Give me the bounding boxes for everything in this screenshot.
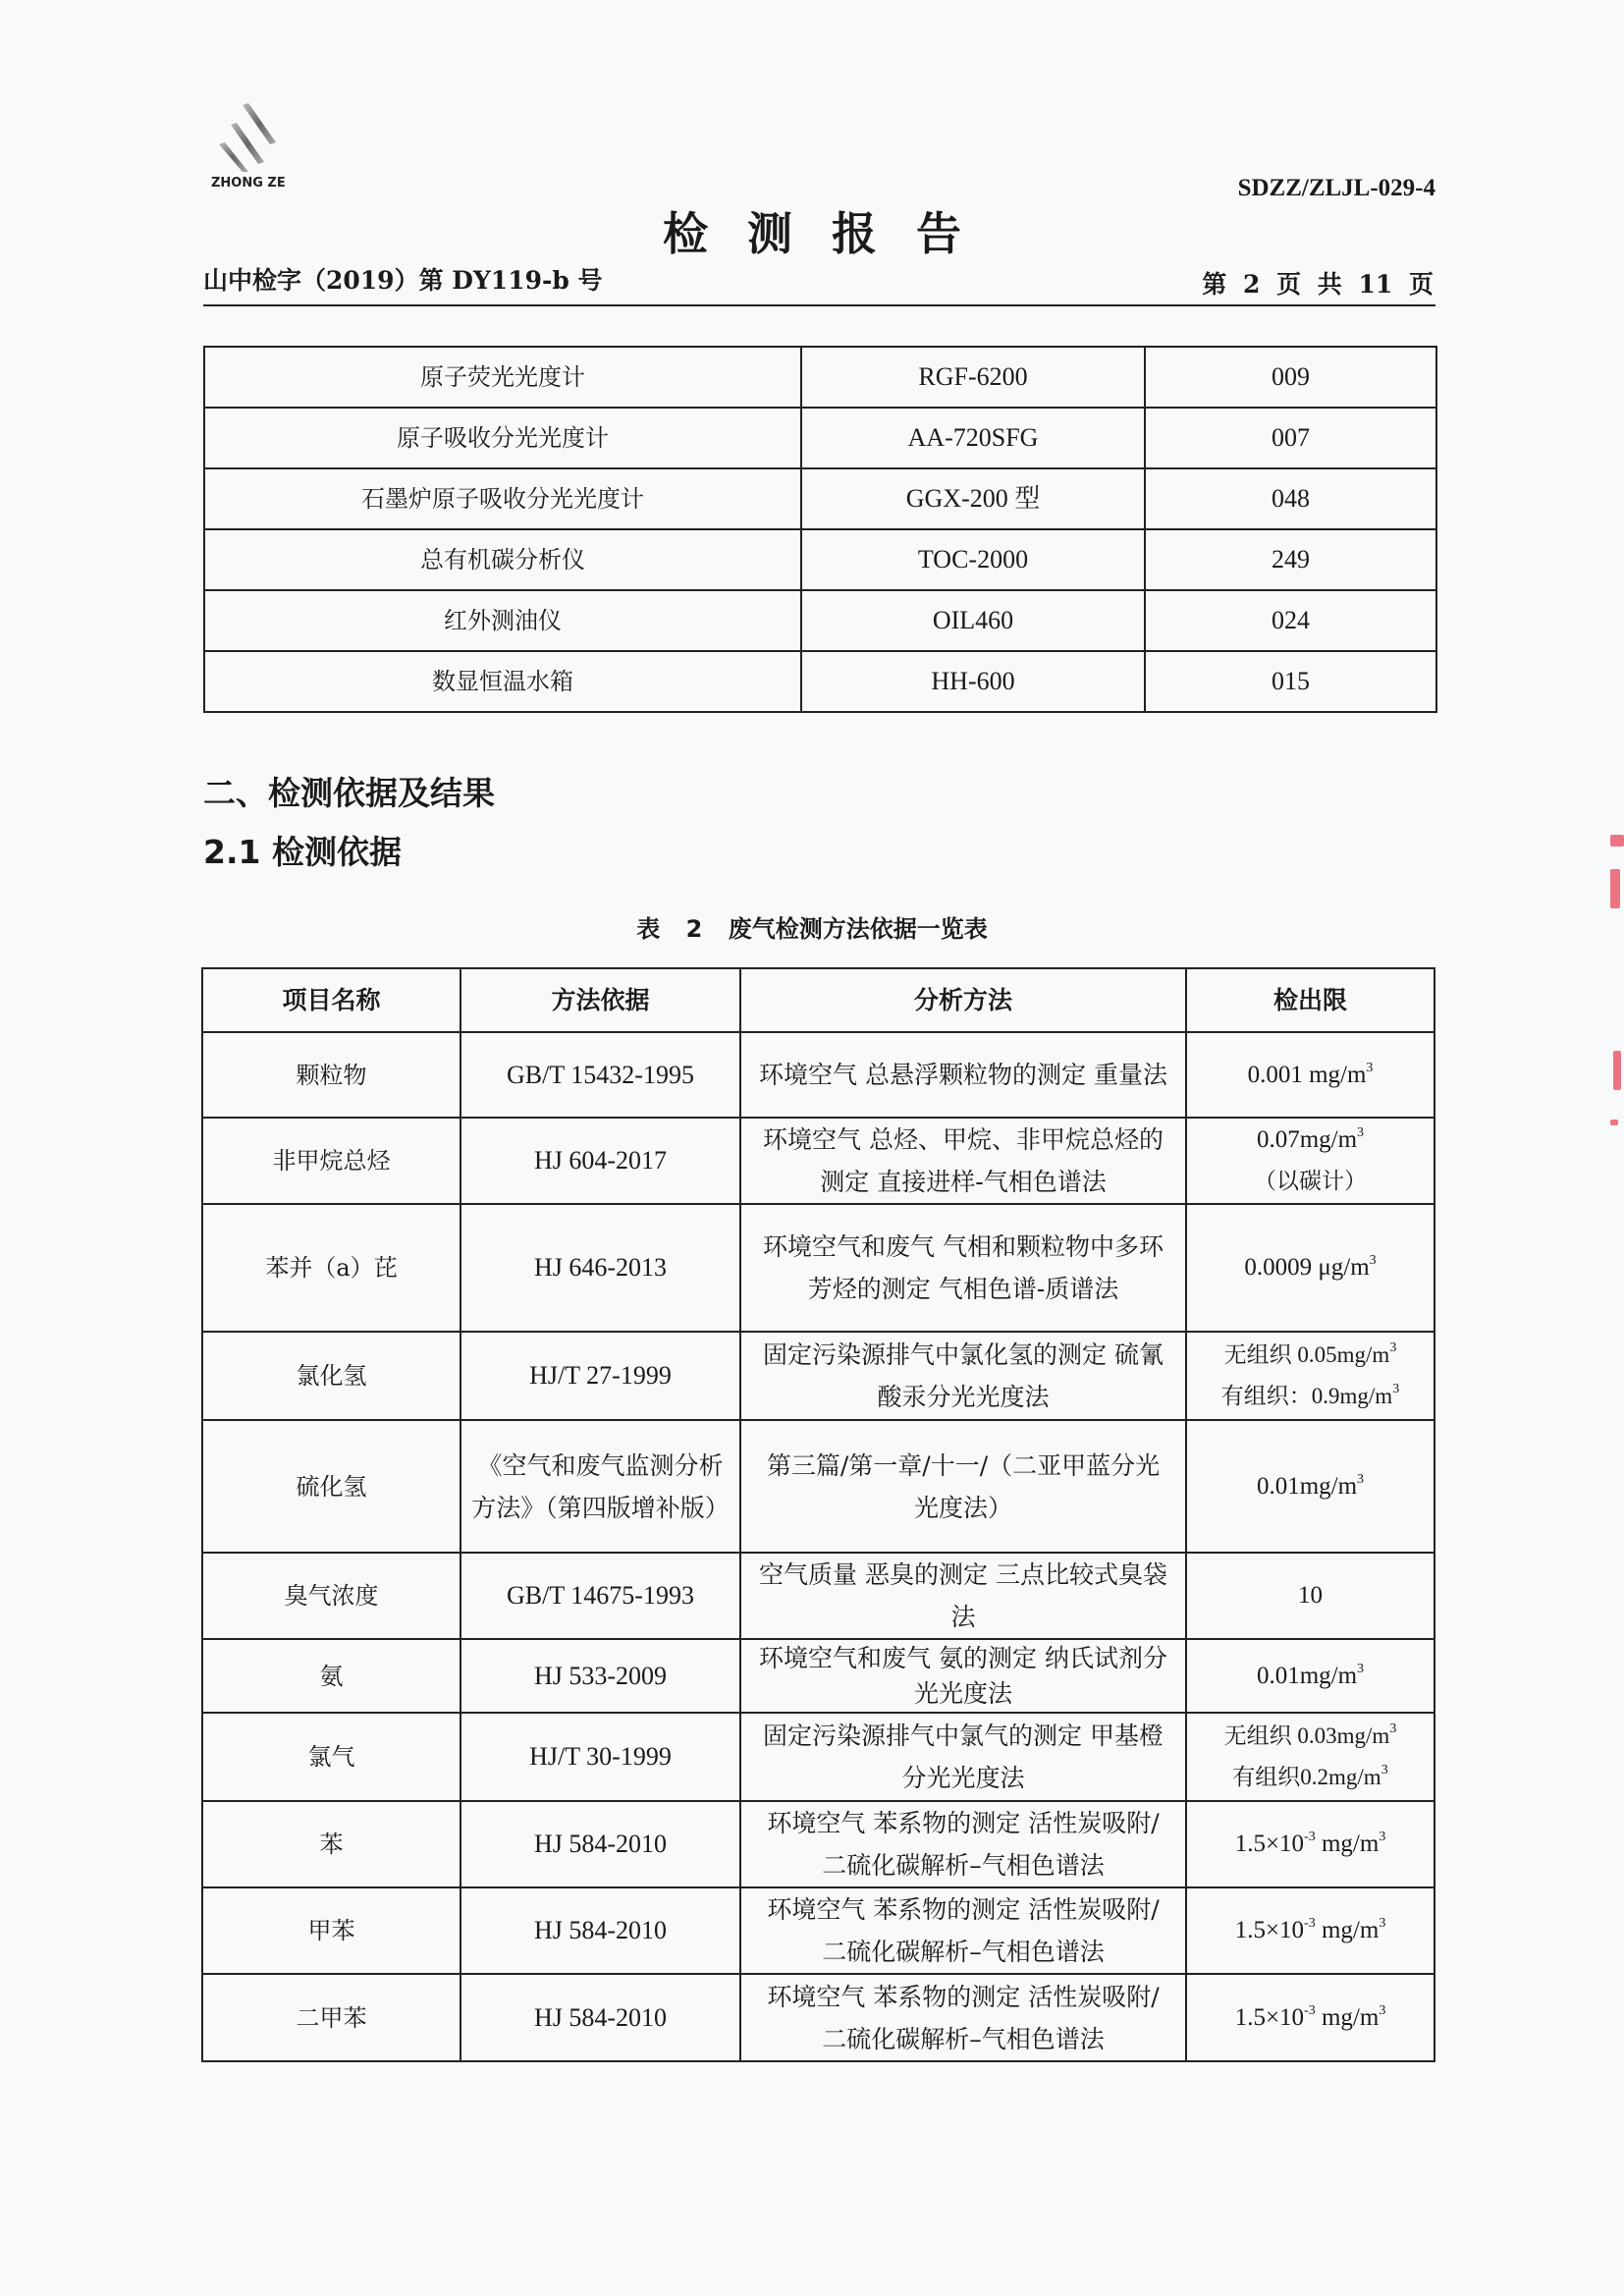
instrument-id: 009 xyxy=(1145,347,1436,408)
instrument-model: RGF-6200 xyxy=(801,347,1145,408)
instrument-name: 数显恒温水箱 xyxy=(204,651,801,712)
method-basis: HJ 584-2010 xyxy=(460,1974,740,2061)
analysis-method: 第三篇/第一章/十一/（二亚甲蓝分光光度法） xyxy=(740,1420,1186,1553)
table-row xyxy=(204,408,1436,468)
instrument-id: 007 xyxy=(1145,408,1436,468)
table-row xyxy=(202,1801,1435,1887)
item-name: 苯并（a）芘 xyxy=(202,1204,460,1332)
table-row xyxy=(202,1887,1435,1974)
item-name: 臭气浓度 xyxy=(202,1553,460,1639)
item-name: 氯气 xyxy=(202,1713,460,1801)
instrument-table xyxy=(203,346,1437,713)
item-name: 非甲烷总烃 xyxy=(202,1118,460,1204)
company-logo xyxy=(201,103,290,196)
analysis-method: 环境空气 苯系物的测定 活性炭吸附/二硫化碳解析–气相色谱法 xyxy=(740,1801,1186,1887)
instrument-name: 原子吸收分光光度计 xyxy=(204,408,801,468)
detection-limit: 无组织 $0.03mg/m^3$ 有组织$0.2mg/m^3$ xyxy=(1186,1713,1435,1801)
method-basis: HJ 584-2010 xyxy=(460,1801,740,1887)
seal-mark xyxy=(1610,835,1624,847)
item-name: 颗粒物 xyxy=(202,1032,460,1118)
instrument-model: TOC-2000 xyxy=(801,529,1145,590)
page-number: 第 2 页 共 11 页 xyxy=(1202,270,1434,299)
subsection-heading: 2.1 检测依据 xyxy=(203,833,402,871)
detection-limit: $1.5\times 10^{-3}$ $mg/m^3$ xyxy=(1186,1801,1435,1887)
instrument-name: 总有机碳分析仪 xyxy=(204,529,801,590)
analysis-method: 固定污染源排气中氯化氢的测定 硫氰酸汞分光光度法 xyxy=(740,1332,1186,1420)
analysis-method: 环境空气 苯系物的测定 活性炭吸附/二硫化碳解析–气相色谱法 xyxy=(740,1887,1186,1974)
header-divider xyxy=(203,304,1435,306)
instrument-id: 048 xyxy=(1145,468,1436,529)
instrument-model: AA-720SFG xyxy=(801,408,1145,468)
table-row xyxy=(202,1420,1435,1553)
analysis-method: 环境空气和废气 氨的测定 纳氏试剂分光光度法 xyxy=(740,1639,1186,1713)
red-seal-fragment xyxy=(1598,825,1624,1149)
detection-limit: $1.5\times 10^{-3}$ $mg/m^3$ xyxy=(1186,1974,1435,2061)
column-header: 项目名称 xyxy=(202,968,460,1032)
method-basis: HJ 646-2013 xyxy=(460,1204,740,1332)
document-code: SDZZ/ZLJL-029-4 xyxy=(1237,175,1435,201)
instrument-id: 015 xyxy=(1145,651,1436,712)
method-basis: HJ 604-2017 xyxy=(460,1118,740,1204)
table-row xyxy=(204,347,1436,408)
table-row xyxy=(204,651,1436,712)
analysis-method: 固定污染源排气中氯气的测定 甲基橙分光光度法 xyxy=(740,1713,1186,1801)
table-row xyxy=(202,1118,1435,1204)
item-name: 二甲苯 xyxy=(202,1974,460,2061)
exhaust-gas-method-table xyxy=(201,967,1435,2062)
item-name: 氨 xyxy=(202,1639,460,1713)
method-basis: 《空气和废气监测分析方法》（第四版增补版） xyxy=(460,1420,740,1553)
analysis-method: 环境空气 苯系物的测定 活性炭吸附/二硫化碳解析–气相色谱法 xyxy=(740,1974,1186,2061)
column-header: 分析方法 xyxy=(740,968,1186,1032)
method-basis: HJ/T 30-1999 xyxy=(460,1713,740,1801)
instrument-name: 红外测油仪 xyxy=(204,590,801,651)
table-row xyxy=(202,1332,1435,1420)
seal-mark xyxy=(1613,1051,1621,1090)
column-header: 检出限 xyxy=(1186,968,1435,1032)
item-name: 苯 xyxy=(202,1801,460,1887)
detection-limit: 10 xyxy=(1186,1553,1435,1639)
logo-text: ZHONG ZE xyxy=(211,176,286,191)
detection-limit: $0.07mg/m^3$ （以碳计） xyxy=(1186,1118,1435,1204)
seal-mark xyxy=(1610,1120,1618,1125)
seal-mark xyxy=(1610,869,1620,908)
table-row xyxy=(202,1553,1435,1639)
detection-limit: 0.0009 $\mu g/m^3$ xyxy=(1186,1204,1435,1332)
method-basis: HJ/T 27-1999 xyxy=(460,1332,740,1420)
table-row xyxy=(204,468,1436,529)
instrument-model: OIL460 xyxy=(801,590,1145,651)
table-row xyxy=(202,1974,1435,2061)
table-row xyxy=(202,1713,1435,1801)
detection-limit: $0.01mg/m^3$ xyxy=(1186,1420,1435,1553)
instrument-name: 原子荧光光度计 xyxy=(204,347,801,408)
detection-limit: $1.5\times 10^{-3}$ $mg/m^3$ xyxy=(1186,1887,1435,1974)
table-row xyxy=(202,1204,1435,1332)
instrument-id: 249 xyxy=(1145,529,1436,590)
table-header-row xyxy=(202,968,1435,1032)
page-title: 检测报告 xyxy=(663,207,1001,260)
item-name: 氯化氢 xyxy=(202,1332,460,1420)
method-basis: HJ 584-2010 xyxy=(460,1887,740,1974)
column-header: 方法依据 xyxy=(460,968,740,1032)
detection-limit: 无组织 $0.05mg/m^3$ 有组织：$0.9mg/m^3$ xyxy=(1186,1332,1435,1420)
instrument-model: HH-600 xyxy=(801,651,1145,712)
analysis-method: 环境空气 总烃、甲烷、非甲烷总烃的测定 直接进样-气相色谱法 xyxy=(740,1118,1186,1204)
report-number: 山中检字（2019）第 DY119-b 号 xyxy=(203,266,603,295)
section-heading: 二、检测依据及结果 xyxy=(203,774,495,812)
item-name: 甲苯 xyxy=(202,1887,460,1974)
method-basis: HJ 533-2009 xyxy=(460,1639,740,1713)
analysis-method: 环境空气和废气 气相和颗粒物中多环芳烃的测定 气相色谱-质谱法 xyxy=(740,1204,1186,1332)
instrument-id: 024 xyxy=(1145,590,1436,651)
instrument-name: 石墨炉原子吸收分光光度计 xyxy=(204,468,801,529)
table-caption: 表 2 废气检测方法依据一览表 xyxy=(636,915,988,943)
instrument-model: GGX-200 型 xyxy=(801,468,1145,529)
method-basis: GB/T 15432-1995 xyxy=(460,1032,740,1118)
table-row xyxy=(204,529,1436,590)
analysis-method: 环境空气 总悬浮颗粒物的测定 重量法 xyxy=(740,1032,1186,1118)
zhongze-logo-icon xyxy=(215,103,284,172)
detection-limit: $0.01mg/m^3$ xyxy=(1186,1639,1435,1713)
method-basis: GB/T 14675-1993 xyxy=(460,1553,740,1639)
table-row xyxy=(202,1032,1435,1118)
detection-limit: 0.001 $mg/m^3$ xyxy=(1186,1032,1435,1118)
table-row xyxy=(204,590,1436,651)
table-row xyxy=(202,1639,1435,1713)
analysis-method: 空气质量 恶臭的测定 三点比较式臭袋法 xyxy=(740,1553,1186,1639)
item-name: 硫化氢 xyxy=(202,1420,460,1553)
